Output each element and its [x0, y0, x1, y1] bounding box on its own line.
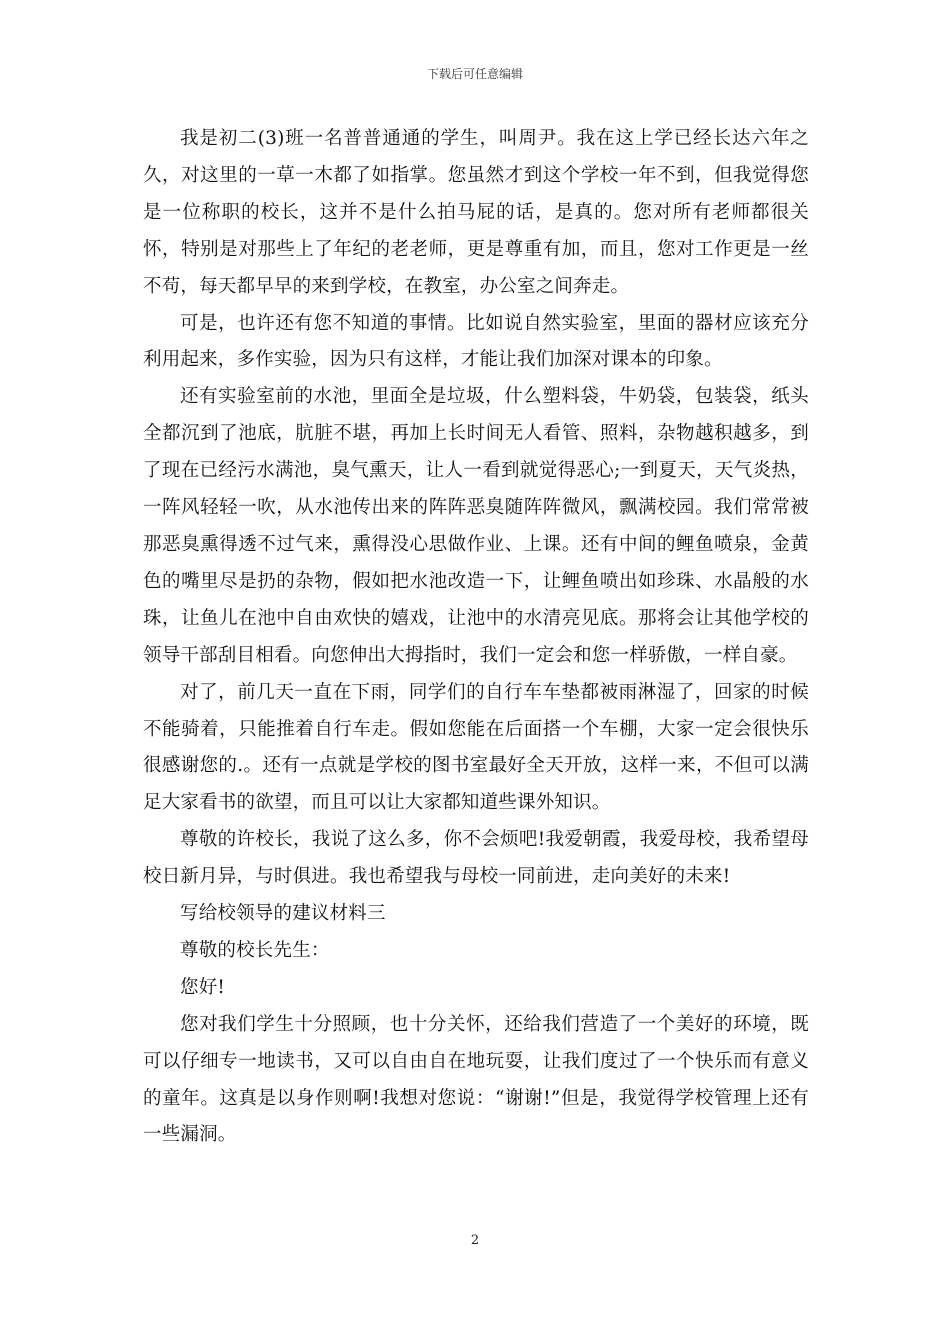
- paragraph-laboratory: 可是，也许还有您不知道的事情。比如说自然实验室，里面的器材应该充分利用起来，多作实验，因为只有这样，才能让我们加深对课本的印象。: [143, 312, 809, 371]
- paragraph-closing: 尊敬的许校长，我说了这么多，你不会烦吧!我爱朝霞，我爱母校，我希望母校日新月异，与时俱进。我也希望我与母校一同前进，走向美好的未来!: [143, 829, 809, 888]
- paragraph-pond: 还有实验室前的水池，里面全是垃圾，什么塑料袋，牛奶袋，包装袋，纸头全都沉到了池底，肮脏不堪，再加上长时间无人看管、照料，杂物越积越多，到了现在已经污水满池，臭气熏天，让人一看到就觉得恶心;一到夏天，天气炎热，一阵风轻轻一吹，从水池传出来的阵阵恶臭随阵阵微风，飘满校园。我们常常被那恶臭熏得透不过气来，熏得没心思做作业、上课。还有中间的鲤鱼喷泉，金黄色的嘴里尽是扔的杂物，假如把水池改造一下，让鲤鱼喷出如珍珠、水晶般的水珠，让鱼儿在池中自由欢快的嬉戏，让池中的水清亮见底。那将会让其他学校的领导干部刮目相看。向您伸出大拇指时，我们一定会和您一样骄傲，一样自豪。: [143, 386, 809, 666]
- paragraph-intro: 我是初二(3)班一名普普通通的学生，叫周尹。我在这上学已经长达六年之久，对这里的一草一木都了如指掌。您虽然才到这个学校一年不到，但我觉得您是一位称职的校长，这并不是什么拍马屁的话，是真的。您对所有老师都很关怀，特别是对那些上了年纪的老老师，更是尊重有加，而且，您对工作更是一丝不苟，每天都早早的来到学校，在教室，办公室之间奔走。: [143, 128, 809, 297]
- greeting: 您好!: [180, 976, 226, 998]
- page-header: 下载后可任意编辑: [426, 67, 523, 81]
- paragraph-bike-shed: 对了，前几天一直在下雨，同学们的自行车车垫都被雨淋湿了，回家的时候不能骑着，只能推着自行车走。假如您能在后面搭一个车棚，大家一定会很快乐很感谢您的.。还有一点就是学校的图书室最好全天开放，这样一来，不但可以满足大家看书的欲望，而且可以让大家都知道些课外知识。: [143, 681, 809, 814]
- section-title: 写给校领导的建议材料三: [180, 903, 386, 925]
- document-body: [143, 121, 809, 1154]
- page-number: 2: [470, 1233, 480, 1248]
- paragraph-thanks: 您对我们学生十分照顾，也十分关怀，还给我们营造了一个美好的环境，既可以仔细专一地读书，又可以自由自在地玩耍，让我们度过了一个快乐而有意义的童年。这真是以身作则啊!我想对您说：“谢谢!”但是，我觉得学校管理上还有一些漏洞。: [143, 1013, 809, 1146]
- salutation: 尊敬的校长先生：: [180, 939, 330, 961]
